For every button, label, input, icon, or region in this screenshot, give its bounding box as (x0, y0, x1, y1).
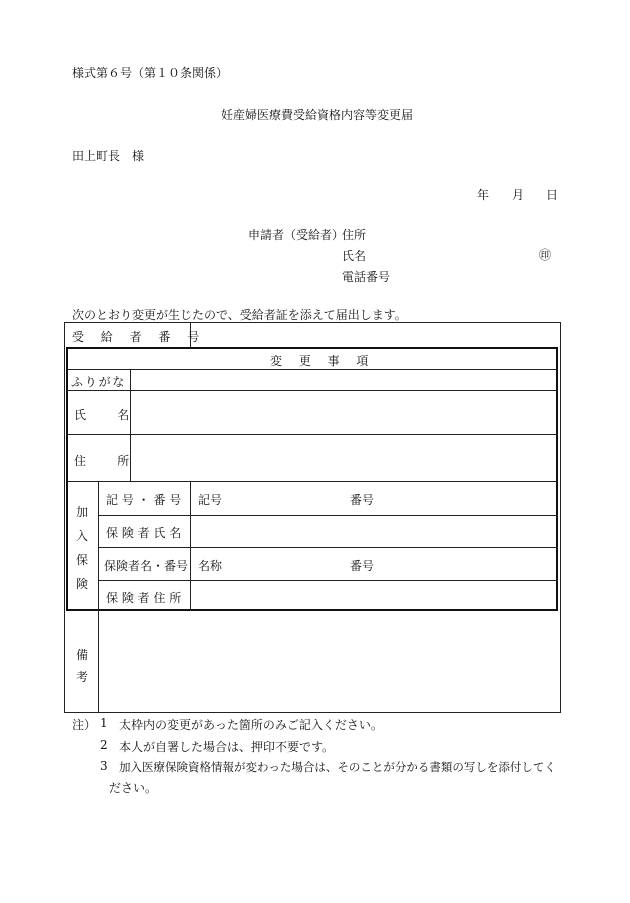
note-2-text: 本人が自署した場合は、押印不要です。 (119, 740, 335, 754)
note-3-text: 加入医療保険資格情報が変わった場合は、そのことが分かる書類の写しを添付してく (119, 760, 556, 774)
insurer-address-label: 保 険 者 住 所 (106, 591, 182, 605)
insurance-group-char-4: 険 (76, 577, 89, 591)
date-month: 月 (512, 188, 525, 202)
insurer-name-label: 名称 (198, 559, 223, 573)
number-label: 番号 (350, 493, 375, 507)
insurance-group-char-1: 加 (76, 505, 89, 519)
addressee: 田上町長 様 (72, 149, 145, 163)
document-title: 妊産婦医療費受給資格内容等変更届 (221, 108, 414, 122)
note-1-text: 太枠内の変更があった箇所のみご記入ください。 (119, 718, 383, 732)
date-day: 日 (546, 188, 559, 202)
symbol-label: 記号 (198, 493, 223, 507)
insurance-group-char-3: 保 (76, 553, 89, 567)
form-number: 様式第６号（第１０条関係） (72, 66, 229, 80)
remarks-char-1: 備 (76, 648, 89, 662)
seal-mark: ㊞ (539, 248, 552, 262)
note-3-num: 3 (100, 759, 108, 773)
remarks-char-2: 考 (76, 670, 89, 684)
applicant-phone-label: 電話番号 (342, 270, 391, 284)
applicant-address-label: 住所 (342, 228, 367, 242)
note-2-num: 2 (100, 738, 108, 752)
symbol-number-label: 記 号 ・ 番 号 (106, 493, 182, 507)
applicant-name-label: 氏名 (342, 249, 367, 263)
furigana-label: ふりがな (71, 375, 127, 389)
name-label: 氏 名 (74, 408, 132, 422)
change-heading: 変 更 事 項 (270, 354, 371, 368)
insured-name-label: 保 険 者 氏 名 (106, 526, 182, 540)
insurer-name-number-label: 保険者名・番号 (104, 559, 189, 573)
insurer-number-label: 番号 (350, 559, 375, 573)
address-label: 住 所 (74, 454, 132, 468)
note-3-continuation: ださい。 (109, 781, 158, 795)
applicant-label: 申請者（受給者） (248, 228, 345, 242)
note-1-num: 1 (100, 716, 108, 730)
notes-prefix: 注） (72, 718, 97, 732)
date-year: 年 (477, 188, 490, 202)
intro-text: 次のとおり変更が生じたので、受給者証を添えて届出します。 (72, 308, 407, 322)
insurance-group-char-2: 入 (76, 529, 89, 543)
recipient-number-label: 受 給 者 番 号 (72, 330, 202, 344)
